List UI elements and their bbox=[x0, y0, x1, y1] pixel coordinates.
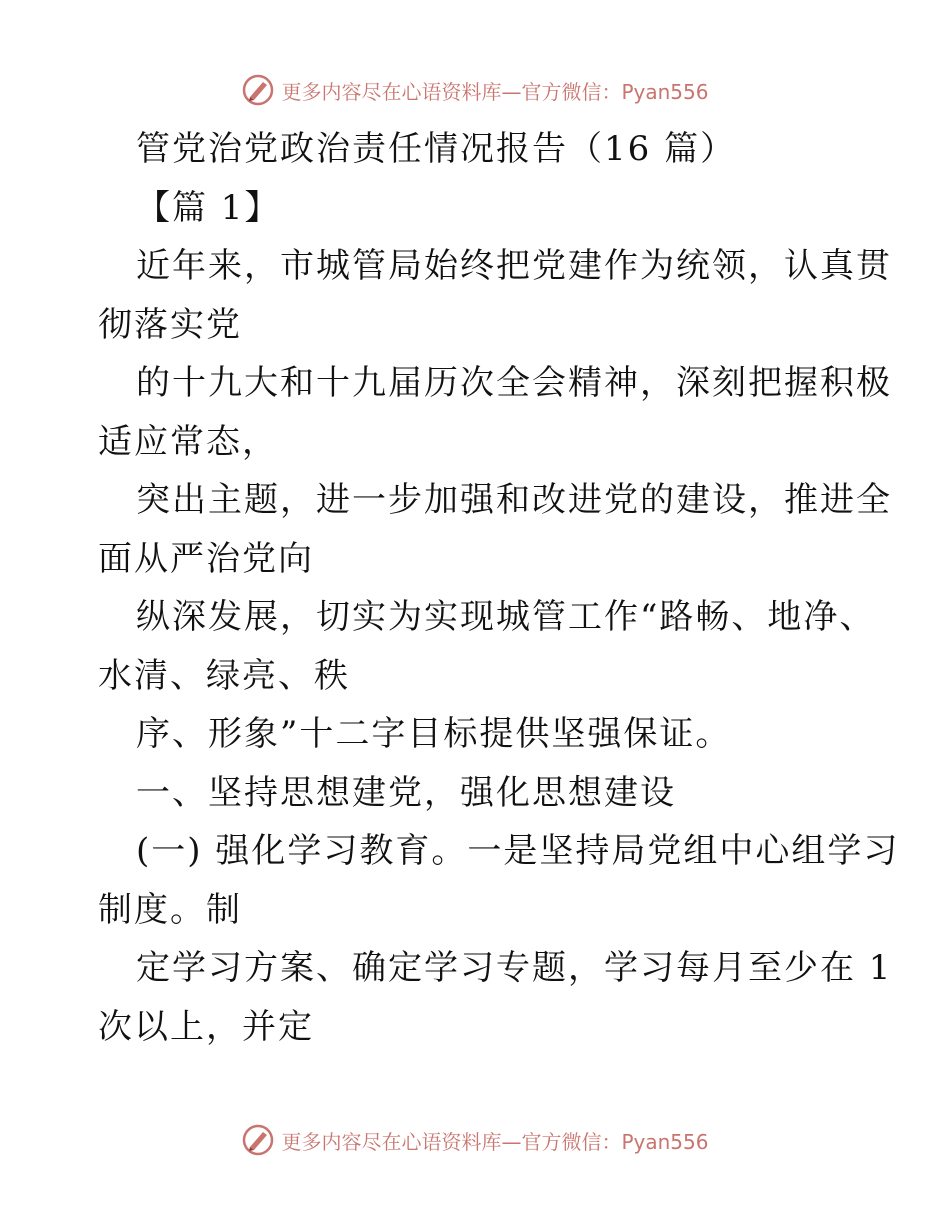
watermark-group bbox=[241, 73, 708, 107]
watermark-text: 更多内容尽在心语资料库—官方微信：Pyan556 bbox=[281, 79, 709, 104]
paragraph-line: (一) 强化学习教育。一是坚持局党组中心组学习 bbox=[136, 831, 900, 871]
paragraph-line: 面从严治党向 bbox=[98, 538, 314, 579]
watermark-text: 更多内容尽在心语资料库—官方微信：Pyan556 bbox=[281, 1129, 709, 1154]
paragraph-line: 制度。制 bbox=[98, 889, 242, 930]
paragraph-line: 适应常态， bbox=[98, 421, 278, 462]
paragraph-line: 彻落实党 bbox=[98, 304, 242, 345]
header-watermark bbox=[0, 70, 950, 110]
paragraph-line: 的十九大和十九届历次全会精神，深刻把握积极 bbox=[136, 363, 892, 403]
document-title: 管党治党政治责任情况报告（16 篇） bbox=[136, 129, 737, 169]
section-label: 【篇 1】 bbox=[136, 187, 281, 228]
paragraph-line: 突出主题，进一步加强和改进党的建设，推进全 bbox=[136, 480, 892, 520]
paragraph-line: 定学习方案、确定学习专题，学习每月至少在 1 bbox=[136, 948, 893, 988]
footer-watermark bbox=[0, 1120, 950, 1160]
paragraph-line: 近年来，市城管局始终把党建作为统领，认真贯 bbox=[136, 246, 892, 286]
paragraph-line: 序、形象”十二字目标提供坚强保证。 bbox=[136, 714, 732, 754]
pen-circle-logo-icon bbox=[241, 73, 275, 107]
paragraph-line: 次以上，并定 bbox=[98, 1006, 314, 1047]
document-body bbox=[98, 120, 900, 1056]
section-heading: 一、坚持思想建党，强化思想建设 bbox=[136, 772, 676, 813]
pen-circle-logo-icon bbox=[241, 1123, 275, 1157]
watermark-group bbox=[241, 1123, 708, 1157]
paragraph-line: 纵深发展，切实为实现城管工作“路畅、地净、 bbox=[136, 597, 876, 637]
paragraph-line: 水清、绿亮、秩 bbox=[98, 655, 350, 696]
